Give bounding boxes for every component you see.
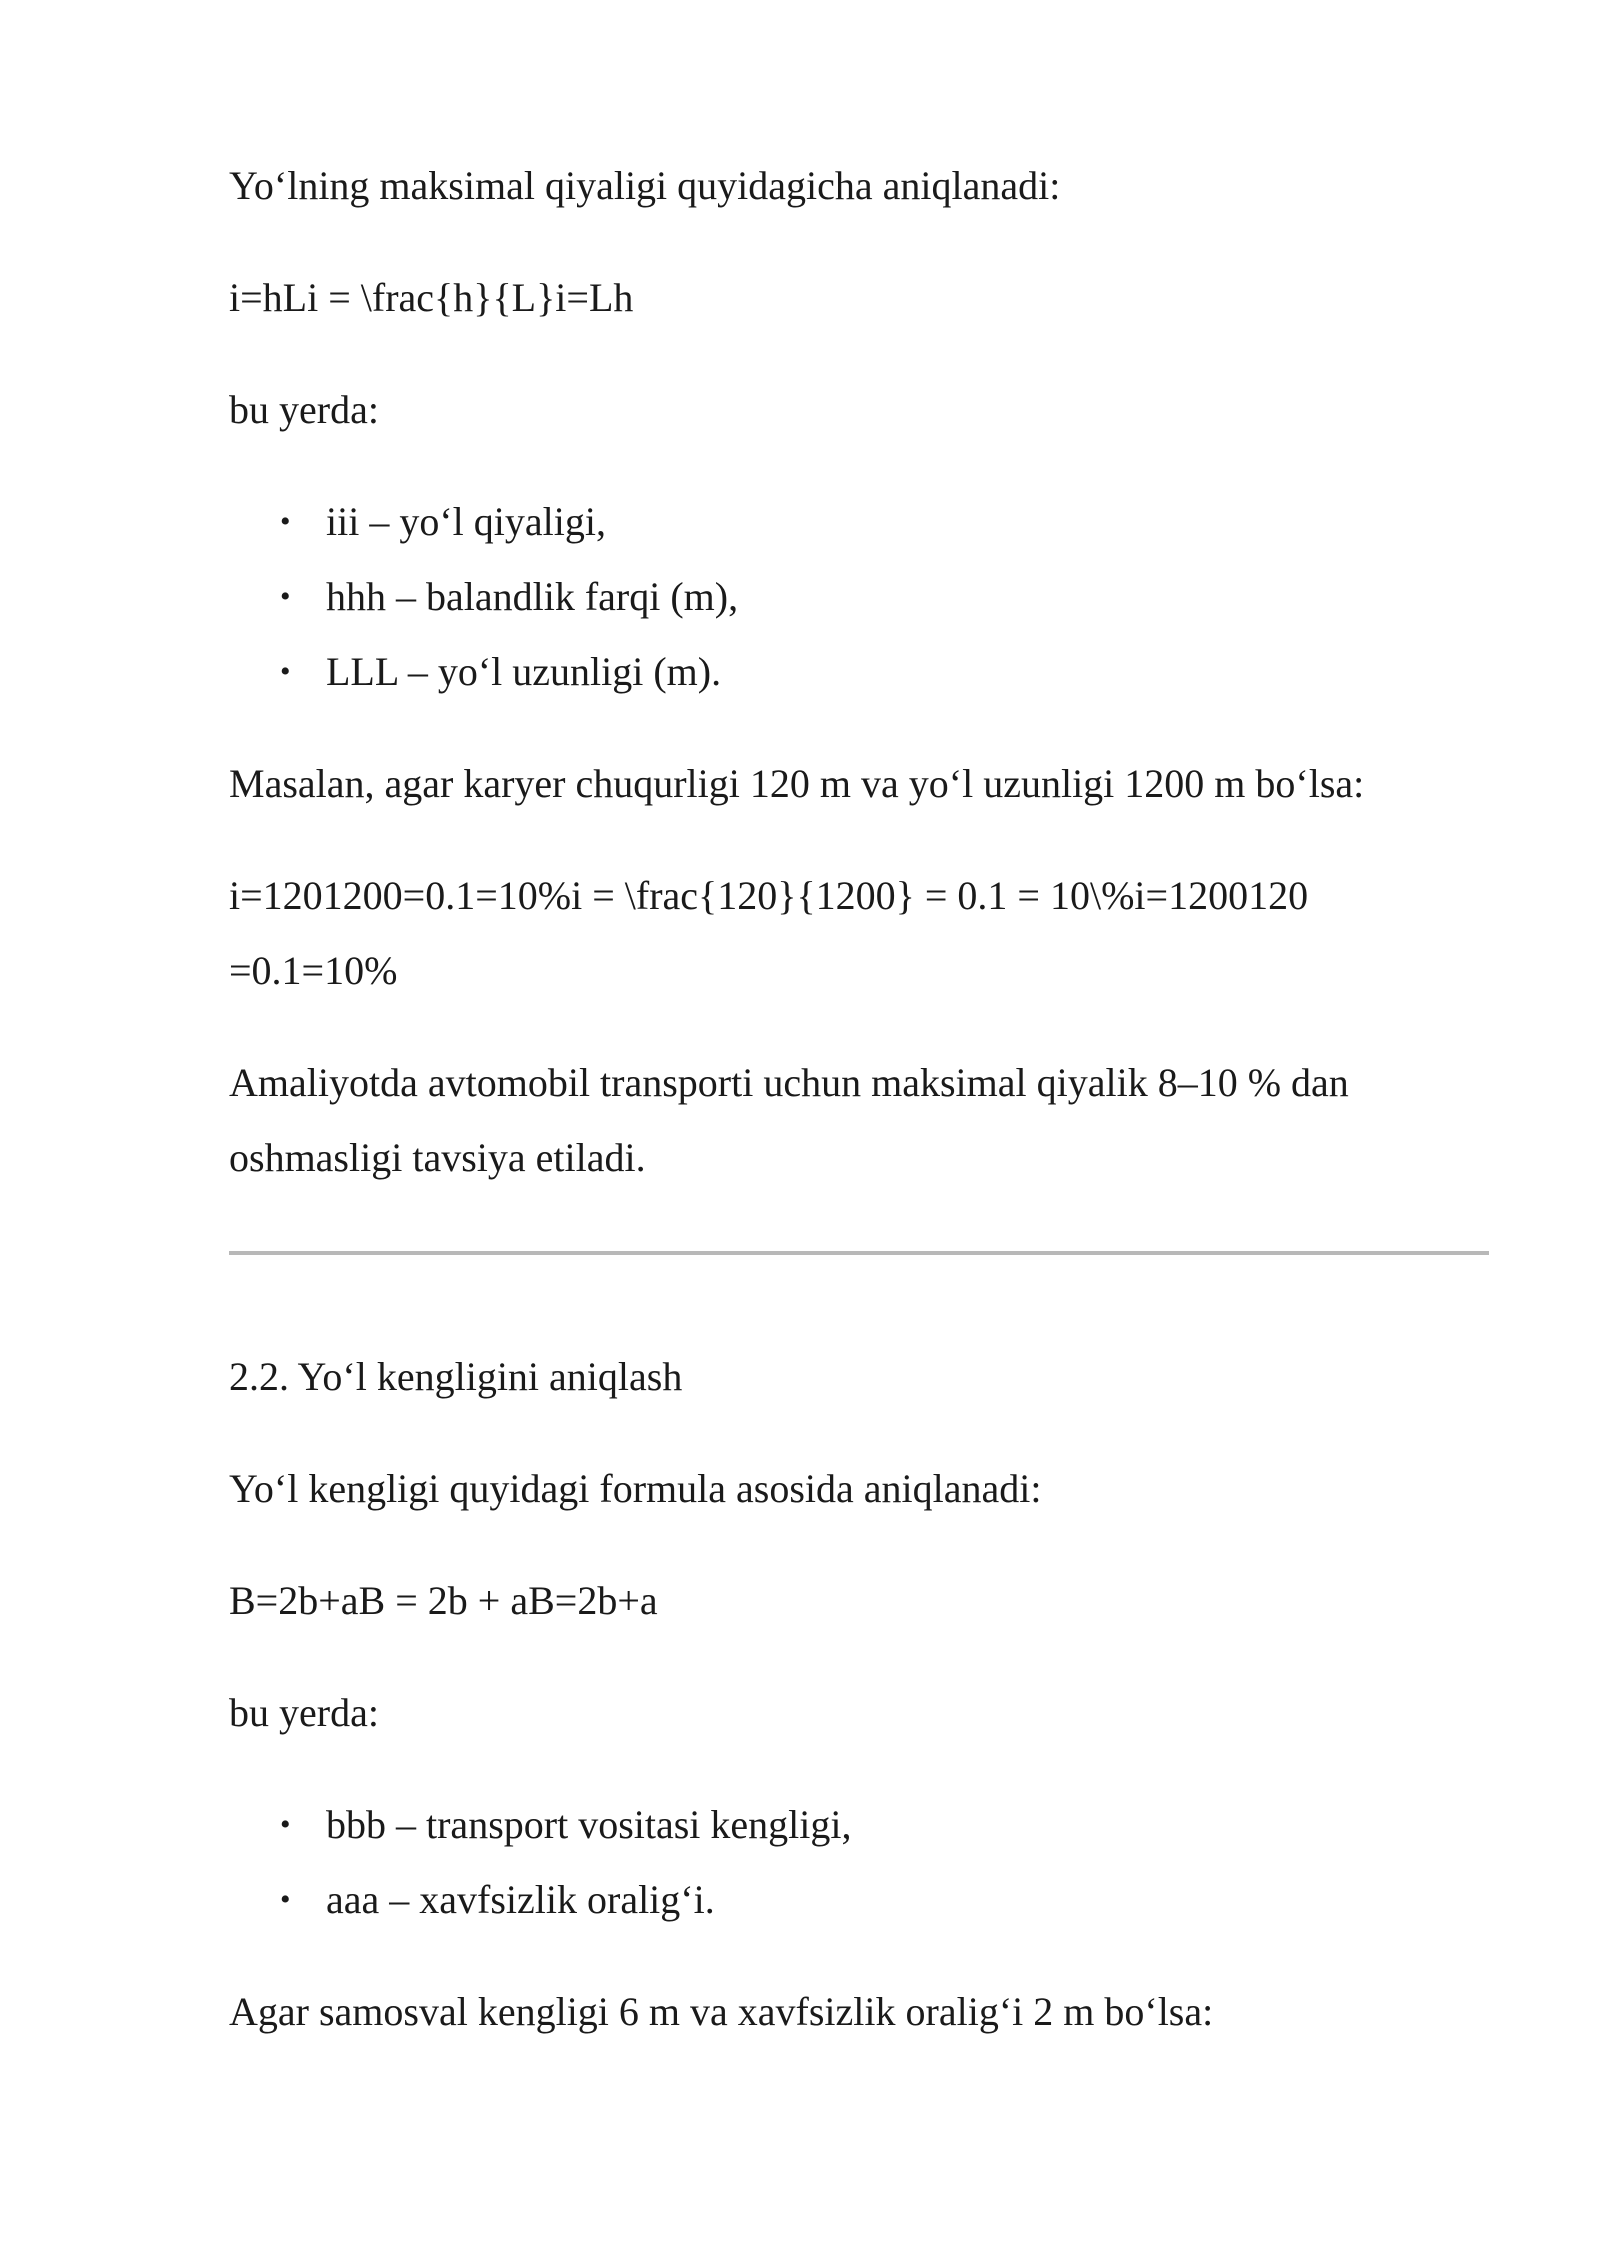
list-item-text: iii – yo‘l qiyaligi,: [326, 499, 606, 544]
section1-example: Masalan, agar karyer chuqurligi 120 m va yo‘l uzunligi 1200 m bo‘lsa:: [229, 761, 1365, 806]
section-divider: [229, 1251, 1489, 1255]
list-item: [229, 1862, 1489, 1937]
list-item: [229, 559, 1489, 634]
section1-bullet-list: [229, 484, 1489, 709]
document-page: [229, 148, 1489, 2049]
bullet-glyph: •: [280, 505, 291, 538]
section2-example: Agar samosval kengligi 6 m va xavfsizlik oralig‘i 2 m bo‘lsa:: [229, 1989, 1214, 2034]
list-item-text: LLL – yo‘l uzunligi (m).: [326, 649, 722, 694]
list-item: [229, 634, 1489, 709]
section1-formula: i=hLi = \frac{h}{L}i=Lh: [229, 275, 634, 320]
section2-formula: B=2b+aB = 2b + aB=2b+a: [229, 1578, 658, 1623]
section2-intro: Yo‘l kengligi quyidagi formula asosida aniqlanadi:: [229, 1466, 1042, 1511]
section2-heading: 2.2. Yo‘l kengligini aniqlash: [229, 1354, 683, 1399]
bullet-glyph: •: [280, 1883, 291, 1916]
section1-where-label: bu yerda:: [229, 387, 379, 432]
bullet-glyph: •: [280, 655, 291, 688]
section2-where-label: bu yerda:: [229, 1690, 379, 1735]
bullet-glyph: •: [280, 1808, 291, 1841]
section1-intro: Yo‘lning maksimal qiyaligi quyidagicha aniqlanadi:: [229, 163, 1061, 208]
list-item-text: aaa – xavfsizlik oralig‘i.: [326, 1877, 715, 1922]
section1-example-formula-line2: =0.1=10%: [229, 948, 398, 993]
list-item: [229, 1787, 1489, 1862]
bullet-glyph: •: [280, 580, 291, 613]
section1-recommendation: Amaliyotda avtomobil transporti uchun maksimal qiyalik 8–10 % dan oshmasligi tavsiya etiladi.: [229, 1060, 1349, 1180]
section2-bullet-list: [229, 1787, 1489, 1937]
list-item: [229, 484, 1489, 559]
list-item-text: bbb – transport vositasi kengligi,: [326, 1802, 852, 1847]
section1-example-formula-line1: i=1201200=0.1=10%i = \frac{120}{1200} = 0.1 = 10\%i=1200120: [229, 873, 1309, 918]
list-item-text: hhh – balandlik farqi (m),: [326, 574, 739, 619]
